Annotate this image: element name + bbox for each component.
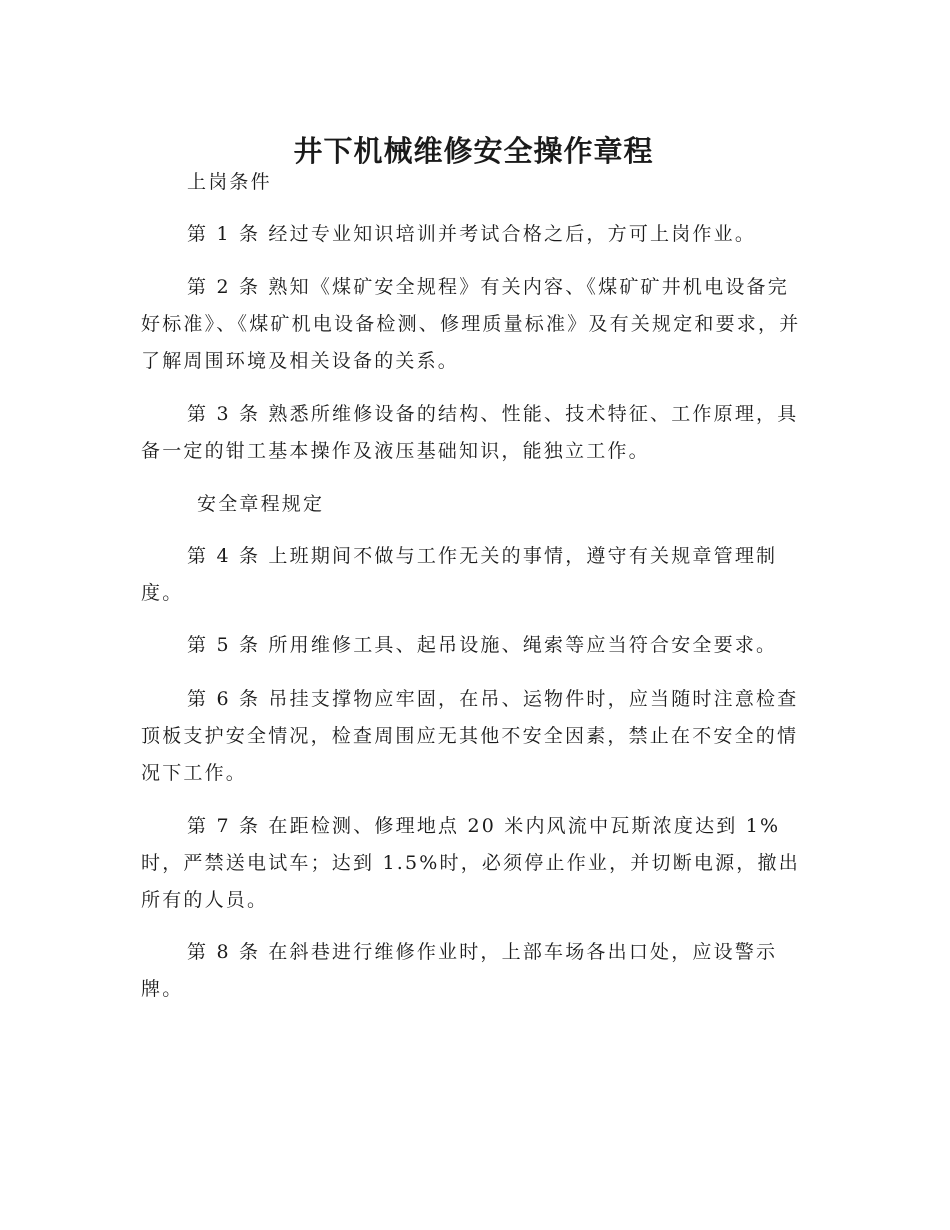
article-8 (141, 934, 806, 1008)
article-label: 第 1 条 (187, 223, 261, 245)
article-label: 第 6 条 (187, 688, 261, 710)
article-text: 在距检测、修理地点 20 米内风流中瓦斯浓度达到 1%时，严禁送电试车；达到 1.5%时，必须停止作业，并切断电源，撤出所有的人员。 (141, 815, 800, 911)
article-label: 第 5 条 (187, 634, 261, 656)
article-2 (141, 269, 806, 380)
section-heading-qualifications: 上岗条件 (187, 171, 272, 193)
document-title: 井下机械维修安全操作章程 (293, 134, 654, 169)
article-text: 在斜巷进行维修作业时，上部车场各出口处，应设警示牌。 (141, 941, 778, 1000)
article-5 (141, 627, 806, 664)
article-6 (141, 681, 806, 792)
article-label: 第 3 条 (187, 403, 261, 425)
article-3 (141, 396, 806, 470)
article-text: 上班期间不做与工作无关的事情，遵守有关规章管理制度。 (141, 545, 778, 604)
article-7 (141, 808, 806, 919)
article-text: 熟悉所维修设备的结构、性能、技术特征、工作原理，具备一定的钳工基本操作及液压基础知识，能独立工作。 (141, 403, 799, 462)
article-text: 所用维修工具、起吊设施、绳索等应当符合安全要求。 (268, 634, 778, 656)
article-1 (141, 216, 806, 253)
article-label: 第 2 条 (187, 276, 261, 298)
article-4 (141, 538, 806, 612)
article-text: 经过专业知识培训并考试合格之后，方可上岗作业。 (268, 223, 757, 245)
section-heading-safety-rules: 安全章程规定 (197, 493, 325, 515)
article-label: 第 4 条 (187, 545, 261, 567)
article-label: 第 7 条 (187, 815, 261, 837)
article-label: 第 8 条 (187, 941, 261, 963)
article-text: 吊挂支撑物应牢固，在吊、运物件时，应当随时注意检查顶板支护安全情况，检查周围应无其他不安全因素，禁止在不安全的情况下工作。 (141, 688, 799, 784)
article-text: 熟知《煤矿安全规程》有关内容、《煤矿矿井机电设备完好标准》、《煤矿机电设备检测、修理质量标准》及有关规定和要求，并了解周围环境及相关设备的关系。 (141, 276, 801, 372)
